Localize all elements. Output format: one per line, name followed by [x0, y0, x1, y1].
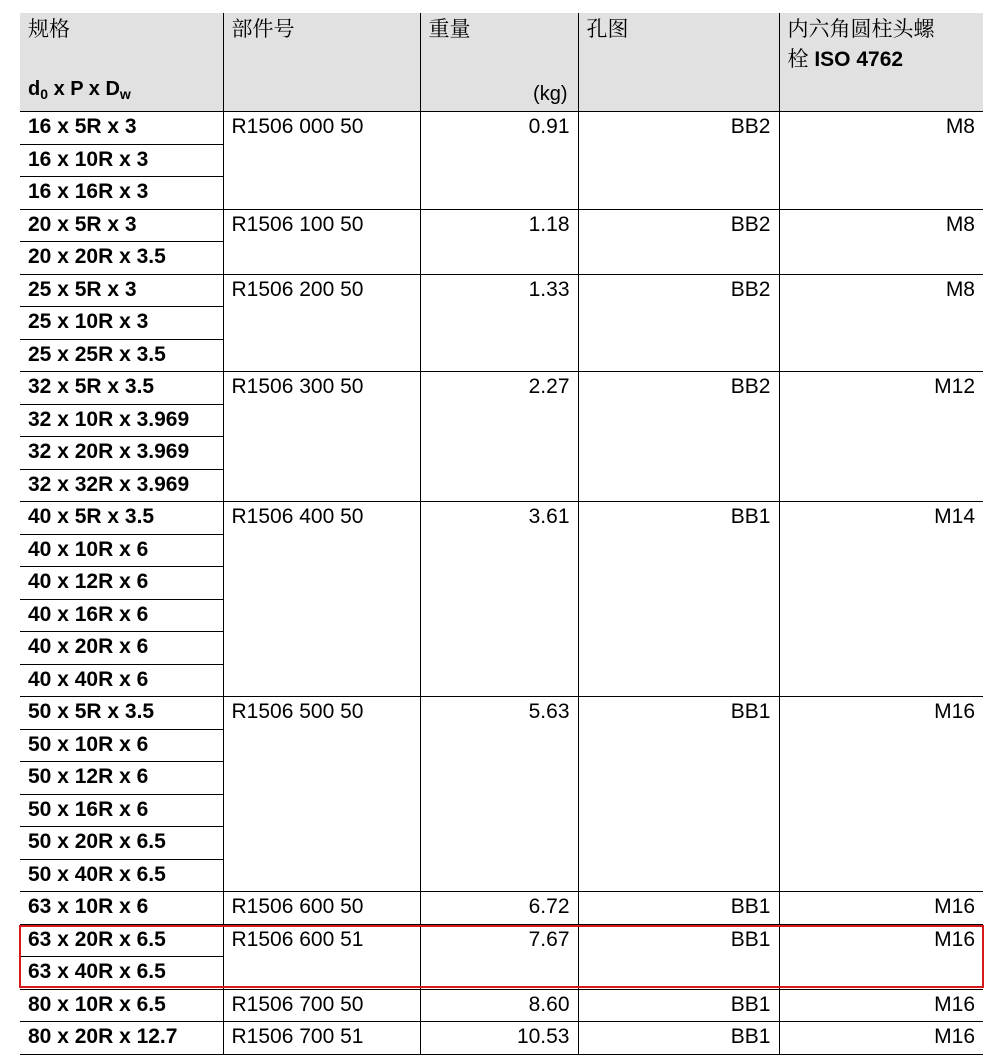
header-hole-pattern: [578, 13, 779, 112]
hole-pattern-cell: BB1: [578, 697, 779, 892]
header-screw: [779, 13, 983, 112]
spec-cell: 16 x 5R x 3: [20, 112, 223, 145]
header-hole-pattern-label: 孔图: [586, 18, 629, 41]
hole-pattern-cell: BB1: [578, 1022, 779, 1055]
spec-cell: 25 x 5R x 3: [20, 274, 223, 307]
header-weight-unit: (kg): [533, 83, 568, 105]
hole-pattern-cell: BB1: [578, 502, 779, 697]
spec-cell: 50 x 16R x 6: [20, 794, 223, 827]
screw-cell: M16: [779, 989, 983, 1022]
part-no-cell: R1506 100 50: [223, 209, 420, 274]
spec-cell: 50 x 20R x 6.5: [20, 827, 223, 860]
formula-d: d: [28, 78, 41, 100]
spec-cell: 50 x 10R x 6: [20, 729, 223, 762]
screw-cell: M16: [779, 1022, 983, 1055]
part-no-cell: R1506 700 50: [223, 989, 420, 1022]
table-row: [20, 924, 983, 957]
spec-cell: 80 x 10R x 6.5: [20, 989, 223, 1022]
spec-cell: 32 x 20R x 3.969: [20, 437, 223, 470]
weight-cell: 2.27: [420, 372, 578, 502]
part-no-cell: R1506 600 50: [223, 892, 420, 925]
table-row: [20, 697, 983, 730]
spec-cell: 16 x 10R x 3: [20, 144, 223, 177]
weight-cell: 8.60: [420, 989, 578, 1022]
spec-cell: 16 x 16R x 3: [20, 177, 223, 210]
hole-pattern-cell: BB2: [578, 274, 779, 372]
screw-cell: M8: [779, 274, 983, 372]
spec-cell: 50 x 40R x 6.5: [20, 859, 223, 892]
part-no-cell: R1506 000 50: [223, 112, 420, 210]
weight-cell: 1.33: [420, 274, 578, 372]
part-no-cell: R1506 500 50: [223, 697, 420, 892]
header-screw-label: [788, 15, 978, 75]
part-no-cell: R1506 700 51: [223, 1022, 420, 1055]
spec-cell: 40 x 16R x 6: [20, 599, 223, 632]
screw-cell: M8: [779, 209, 983, 274]
spec-cell: 20 x 20R x 3.5: [20, 242, 223, 275]
header-screw-line2-prefix: 栓: [787, 48, 815, 71]
formula-d-sub: 0: [40, 86, 49, 102]
formula-mid: x P x D: [48, 78, 120, 100]
weight-cell: 3.61: [420, 502, 578, 697]
header-screw-line1: 内六角圆柱头螺: [787, 18, 935, 41]
part-no-cell: R1506 400 50: [223, 502, 420, 697]
table-row: [20, 372, 983, 405]
header-spec-label: 规格: [28, 18, 70, 41]
header-weight-label: 重量: [428, 18, 471, 41]
weight-cell: 5.63: [420, 697, 578, 892]
screw-cell: M16: [779, 924, 983, 989]
screw-cell: M16: [779, 697, 983, 892]
hole-pattern-cell: BB2: [578, 209, 779, 274]
spec-cell: 80 x 20R x 12.7: [20, 1022, 223, 1055]
spec-cell: 20 x 5R x 3: [20, 209, 223, 242]
weight-cell: 10.53: [420, 1022, 578, 1055]
part-no-cell: R1506 300 50: [223, 372, 420, 502]
hole-pattern-cell: BB2: [578, 372, 779, 502]
header-spec-formula: [28, 74, 213, 109]
spec-cell: 40 x 10R x 6: [20, 534, 223, 567]
screw-cell: M14: [779, 502, 983, 697]
table-row: [20, 209, 983, 242]
weight-cell: 6.72: [420, 892, 578, 925]
hole-pattern-cell: BB1: [578, 892, 779, 925]
spec-cell: 40 x 40R x 6: [20, 664, 223, 697]
spec-cell: 63 x 40R x 6.5: [20, 957, 223, 990]
spec-cell: 63 x 10R x 6: [20, 892, 223, 925]
hole-pattern-cell: BB2: [578, 112, 779, 210]
spec-cell: 25 x 25R x 3.5: [20, 339, 223, 372]
formula-w-sub: w: [119, 86, 131, 102]
hole-pattern-cell: BB1: [578, 924, 779, 989]
weight-cell: 7.67: [420, 924, 578, 989]
spec-cell: 25 x 10R x 3: [20, 307, 223, 340]
spec-cell: 63 x 20R x 6.5: [20, 924, 223, 957]
spec-cell: 40 x 20R x 6: [20, 632, 223, 665]
header-row: [20, 13, 983, 112]
table-row: [20, 112, 983, 145]
screw-cell: M12: [779, 372, 983, 502]
header-weight: [420, 13, 578, 112]
weight-cell: 0.91: [420, 112, 578, 210]
spec-cell: 50 x 5R x 3.5: [20, 697, 223, 730]
spec-cell: 40 x 12R x 6: [20, 567, 223, 600]
weight-cell: 1.18: [420, 209, 578, 274]
header-screw-standard: ISO 4762: [814, 48, 904, 71]
spec-cell: 32 x 5R x 3.5: [20, 372, 223, 405]
spec-table: [20, 13, 983, 1055]
part-no-cell: R1506 600 51: [223, 924, 420, 989]
table-row: [20, 989, 983, 1022]
spec-cell: 32 x 10R x 3.969: [20, 404, 223, 437]
screw-cell: M8: [779, 112, 983, 210]
hole-pattern-cell: BB1: [578, 989, 779, 1022]
table-row: [20, 892, 983, 925]
table-body: [20, 112, 983, 1055]
table-row: [20, 274, 983, 307]
header-part-no-label: 部件号: [231, 18, 295, 41]
screw-cell: M16: [779, 892, 983, 925]
header-part-no: [223, 13, 420, 112]
spec-cell: 32 x 32R x 3.969: [20, 469, 223, 502]
header-spec: [20, 13, 223, 112]
spec-cell: 50 x 12R x 6: [20, 762, 223, 795]
table-row: [20, 1022, 983, 1055]
part-no-cell: R1506 200 50: [223, 274, 420, 372]
table-row: [20, 502, 983, 535]
spec-cell: 40 x 5R x 3.5: [20, 502, 223, 535]
